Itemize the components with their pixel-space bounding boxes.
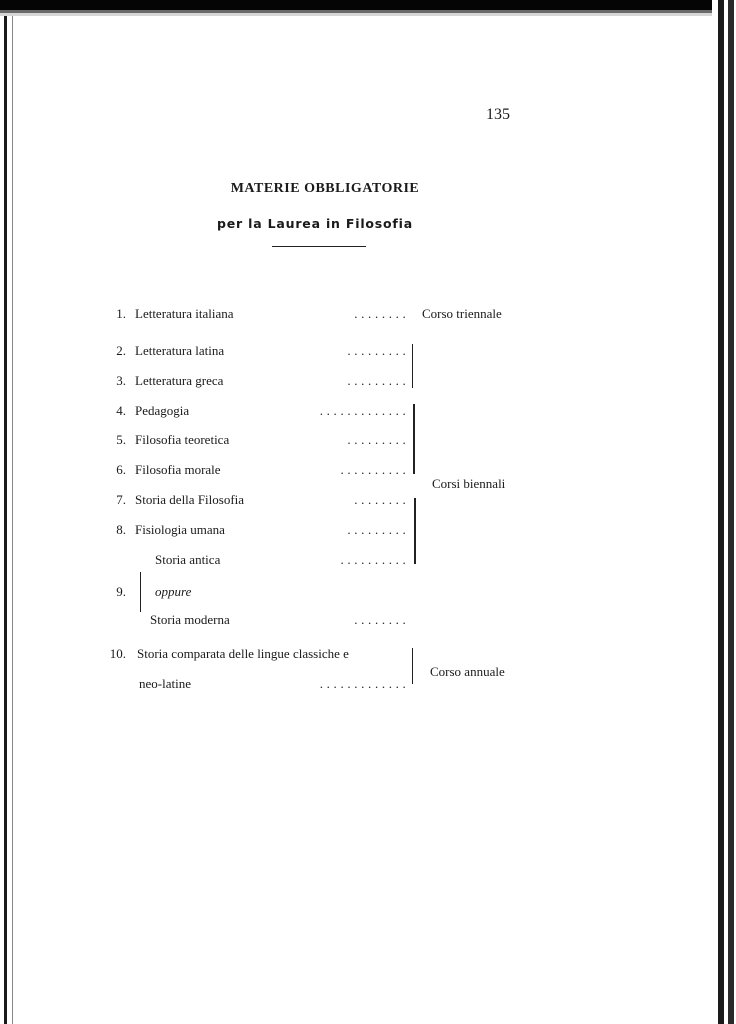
brace-line [140, 572, 141, 612]
item-label: Pedagogia [135, 403, 190, 418]
item-label: Letteratura italiana [135, 306, 234, 321]
item-label: neo-latine [139, 676, 191, 691]
item-number: 7. [116, 492, 126, 507]
item-label: Storia della Filosofia [135, 492, 245, 507]
group-label-biennali: Corsi biennali [432, 476, 506, 491]
brace-line [412, 344, 413, 388]
item-label: Storia comparata delle lingue classiche e [137, 646, 349, 661]
brace-line [414, 498, 416, 564]
item-dots: . . . . . . . . . [347, 343, 406, 358]
item-number: 8. [116, 522, 126, 537]
group-label-annuale: Corso annuale [430, 664, 505, 679]
item-dots: . . . . . . . . . [347, 373, 406, 388]
scan-right-edge [712, 0, 736, 1024]
item-number: 1. [116, 306, 126, 321]
item-label: Letteratura greca [135, 373, 224, 388]
item-number: 3. [116, 373, 126, 388]
item-label: Fisiologia umana [135, 522, 225, 537]
item-number: 10. [109, 646, 126, 661]
item-dots: . . . . . . . . . . . . . [319, 676, 406, 691]
item-label: Filosofia morale [135, 462, 221, 477]
item-dots: . . . . . . . . . [347, 432, 406, 447]
title-rule [272, 246, 366, 247]
item-number: 4. [116, 403, 126, 418]
item-label: oppure [155, 584, 192, 599]
group-label-triennale: Corso triennale [422, 306, 502, 321]
scan-top-edge [0, 0, 736, 16]
item-dots: . . . . . . . . . . [340, 462, 406, 477]
item-label: Filosofia teoretica [135, 432, 230, 447]
brace-line [412, 648, 413, 684]
item-dots: . . . . . . . . [354, 492, 406, 507]
item-label: Storia moderna [150, 612, 230, 627]
page-subtitle: per la Laurea in Filosofia [217, 216, 413, 231]
scan-left-edge-inner [12, 16, 13, 1024]
item-dots: . . . . . . . . . . [340, 552, 406, 567]
item-label: Storia antica [155, 552, 221, 567]
item-dots: . . . . . . . . . [347, 522, 406, 537]
page-number: 135 [486, 106, 510, 123]
item-number: 5. [116, 432, 126, 447]
item-number: 2. [116, 343, 126, 358]
page-title: MATERIE OBBLIGATORIE [230, 181, 420, 196]
scan-left-edge [4, 16, 7, 1024]
item-number: 9. [116, 584, 126, 599]
item-number: 6. [116, 462, 126, 477]
item-dots: . . . . . . . . [354, 306, 406, 321]
item-label: Letteratura latina [135, 343, 225, 358]
item-dots: . . . . . . . . . . . . . [319, 403, 406, 418]
brace-line [413, 404, 415, 474]
item-dots: . . . . . . . . [354, 612, 406, 627]
